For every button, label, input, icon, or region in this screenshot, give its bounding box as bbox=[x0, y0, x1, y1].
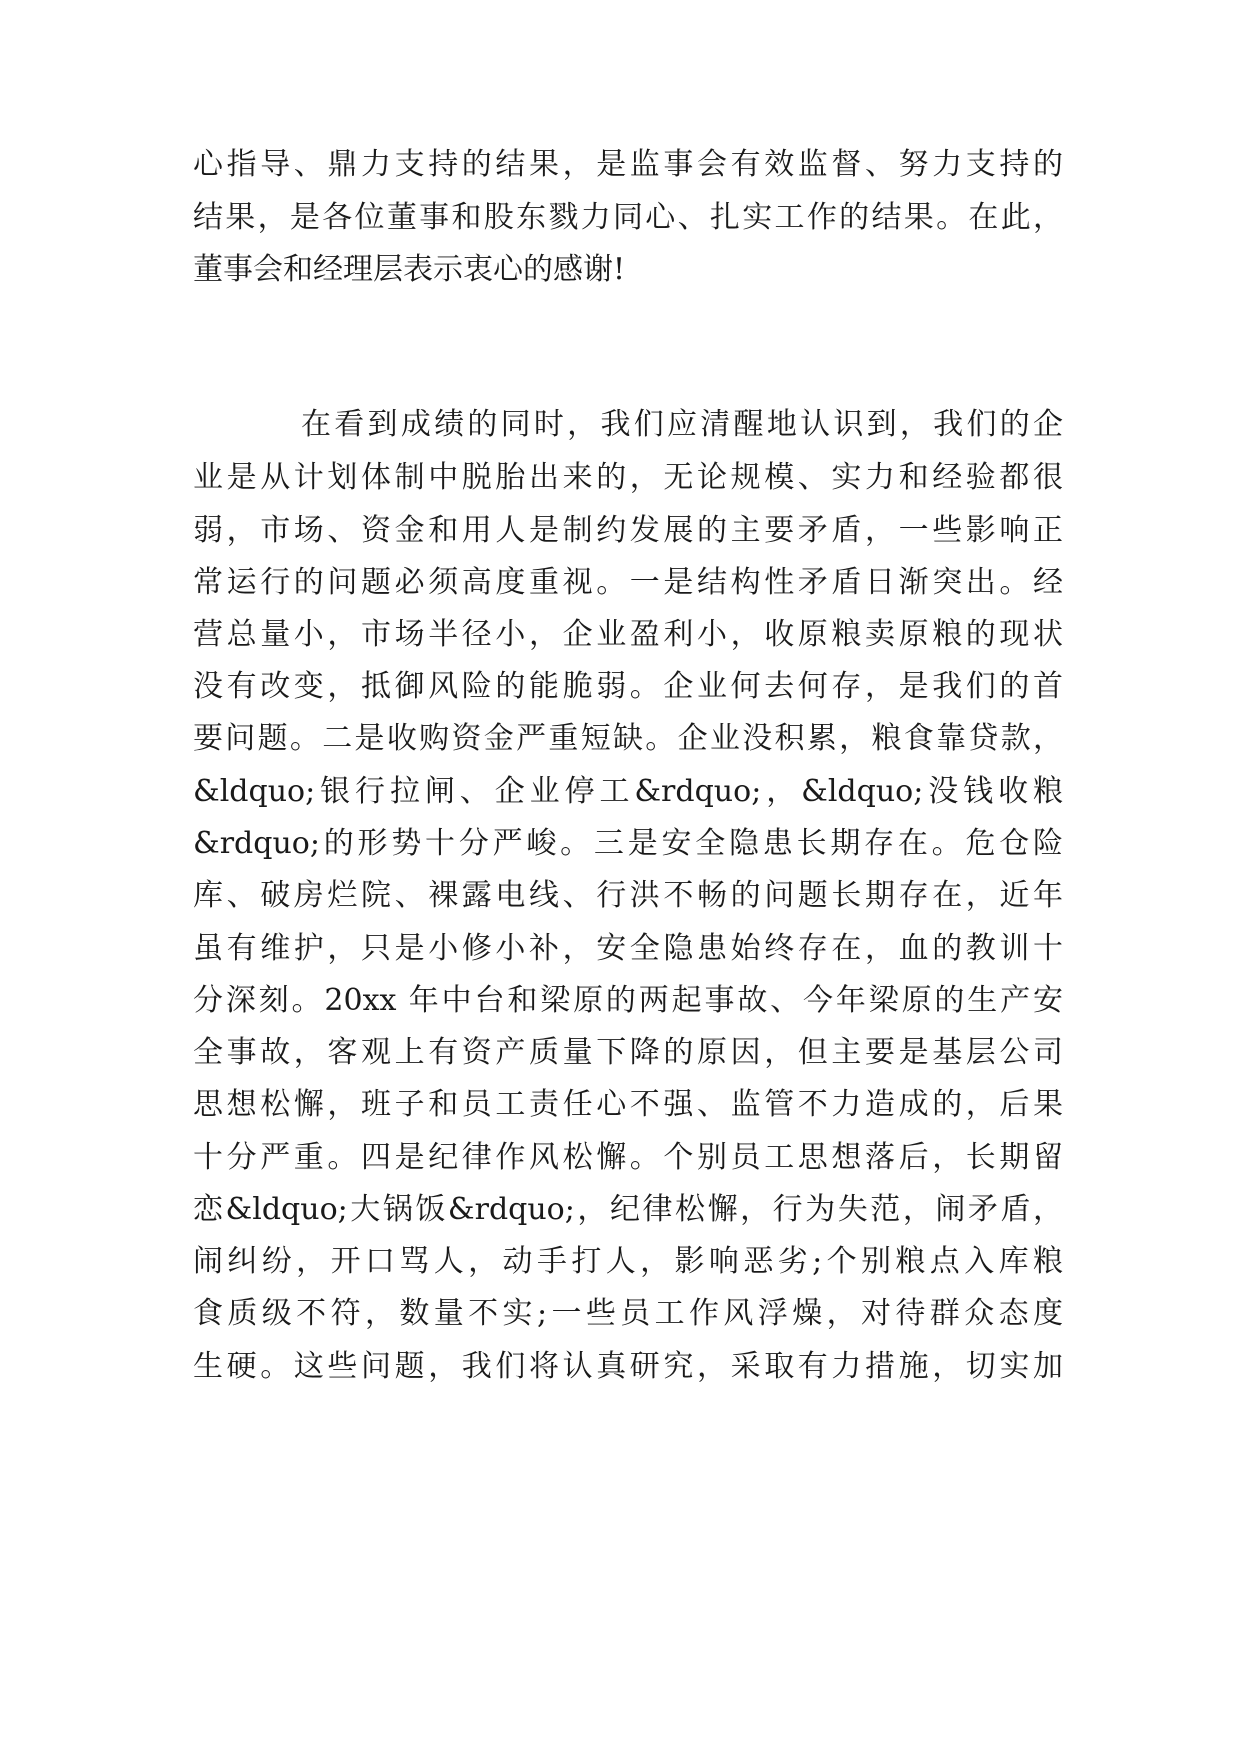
paragraph-1-line: 心指导、鼎力支持的结果，是监事会有效监督、努力支持的 bbox=[193, 147, 1063, 182]
paragraph-2-line: 食质级不符，数量不实;一些员工作风浮燥，对待群众态度 bbox=[193, 1296, 1063, 1331]
paragraph-2-line: 营总量小，市场半径小，企业盈利小，收原粮卖原粮的现状 bbox=[193, 617, 1063, 652]
paragraph-1-line: 结果，是各位董事和股东戮力同心、扎实工作的结果。在此， bbox=[193, 200, 1063, 235]
paragraph-2-line: 常运行的问题必须高度重视。一是结构性矛盾日渐突出。经 bbox=[193, 565, 1063, 600]
paragraph-2-line: 全事故，客观上有资产质量下降的原因，但主要是基层公司 bbox=[193, 1035, 1063, 1070]
paragraph-2-line: 业是从计划体制中脱胎出来的，无论规模、实力和经验都很 bbox=[193, 460, 1063, 495]
paragraph-2-line: 没有改变，抵御风险的能脆弱。企业何去何存，是我们的首 bbox=[193, 669, 1063, 704]
paragraph-2-line: 分深刻。20xx 年中台和梁原的两起事故、今年梁原的生产安 bbox=[193, 983, 1063, 1018]
paragraph-1-line: 董事会和经理层表示衷心的感谢! bbox=[193, 252, 626, 287]
paragraph-2-line: &rdquo;的形势十分严峻。三是安全隐患长期存在。危仓险 bbox=[193, 826, 1063, 861]
paragraph-2-line: 生硬。这些问题，我们将认真研究，采取有力措施，切实加 bbox=[193, 1349, 1063, 1384]
paragraph-2-line: 要问题。二是收购资金严重短缺。企业没积累，粮食靠贷款， bbox=[193, 721, 1063, 756]
paragraph-2-line: 弱，市场、资金和用人是制约发展的主要矛盾，一些影响正 bbox=[193, 513, 1063, 548]
paragraph-2-line: 恋&ldquo;大锅饭&rdquo;，纪律松懈，行为失范，闹矛盾， bbox=[193, 1192, 1063, 1227]
paragraph-2-line: 虽有维护，只是小修小补，安全隐患始终存在，血的教训十 bbox=[193, 931, 1063, 966]
paragraph-2-line: 闹纠纷，开口骂人，动手打人，影响恶劣;个别粮点入库粮 bbox=[193, 1244, 1063, 1279]
paragraph-2-line: 库、破房烂院、裸露电线、行洪不畅的问题长期存在，近年 bbox=[193, 878, 1063, 913]
paragraph-2-line: 十分严重。四是纪律作风松懈。个别员工思想落后，长期留 bbox=[193, 1140, 1063, 1175]
paragraph-2-line: &ldquo;银行拉闸、企业停工&rdquo;，&ldquo;没钱收粮 bbox=[193, 774, 1063, 809]
paragraph-2-line: 思想松懈，班子和员工责任心不强、监管不力造成的，后果 bbox=[193, 1087, 1063, 1122]
paragraph-2-line: 在看到成绩的同时，我们应清醒地认识到，我们的企 bbox=[301, 407, 1063, 442]
